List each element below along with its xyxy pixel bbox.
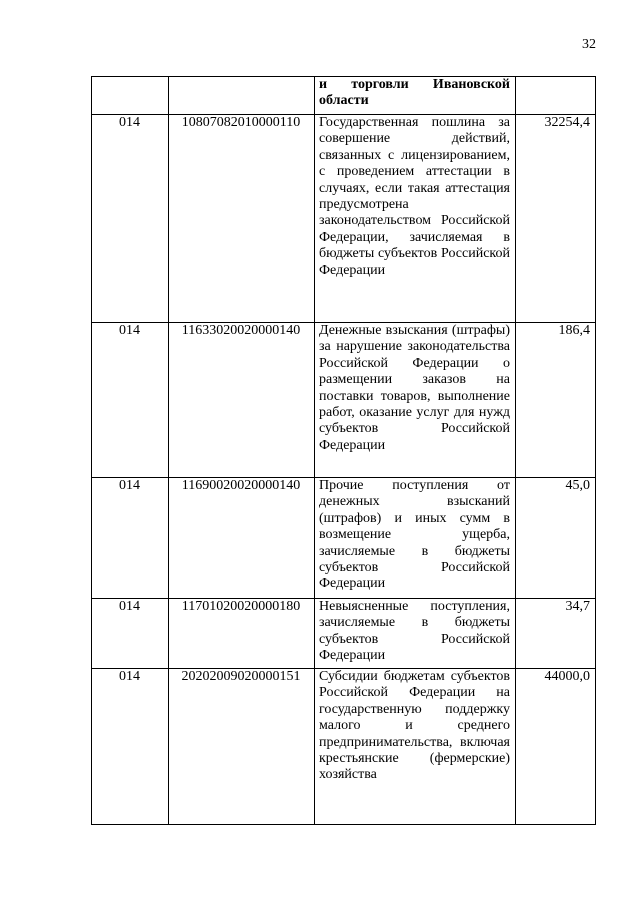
admin-code-cell <box>92 77 169 115</box>
table-row <box>92 669 596 825</box>
table-row <box>92 323 596 478</box>
admin-code-cell: 014 <box>92 669 169 825</box>
table-row <box>92 77 596 115</box>
kbk-code-cell: 10807082010000110 <box>169 115 315 323</box>
revenue-name-cell: и торговли Ивановской области <box>315 77 516 115</box>
revenue-name-cell: Денежные взыскания (штрафы) за нарушение законодательства Российской Федерации о размещении заказов на поставки товаров, выполнение работ, оказание услуг для нужд субъектов Российской Федерации <box>315 323 516 478</box>
admin-code-cell: 014 <box>92 599 169 669</box>
admin-code-cell: 014 <box>92 323 169 478</box>
kbk-code-cell: 20202009020000151 <box>169 669 315 825</box>
table-row <box>92 115 596 323</box>
revenue-name-cell: Прочие поступления от денежных взысканий (штрафов) и иных сумм в возмещение ущерба, зачисляемые в бюджеты субъектов Российской Федерации <box>315 478 516 599</box>
admin-code-cell: 014 <box>92 478 169 599</box>
kbk-code-cell <box>169 77 315 115</box>
admin-code-cell: 014 <box>92 115 169 323</box>
revenue-name-cell: Государственная пошлина за совершение действий, связанных с лицензированием, с проведением аттестации в случаях, если такая аттестация предусмотрена законодательством Российской Федерации, зачисляемая в бюджеты субъектов Российской Федерации <box>315 115 516 323</box>
amount-cell: 34,7 <box>516 599 596 669</box>
revenue-table <box>91 76 596 825</box>
table-row <box>92 599 596 669</box>
kbk-code-cell: 11690020020000140 <box>169 478 315 599</box>
amount-cell: 45,0 <box>516 478 596 599</box>
amount-cell: 186,4 <box>516 323 596 478</box>
amount-cell: 32254,4 <box>516 115 596 323</box>
revenue-name-cell: Невыясненные поступления, зачисляемые в бюджеты субъектов Российской Федерации <box>315 599 516 669</box>
table-row <box>92 478 596 599</box>
kbk-code-cell: 11633020020000140 <box>169 323 315 478</box>
kbk-code-cell: 11701020020000180 <box>169 599 315 669</box>
amount-cell <box>516 77 596 115</box>
revenue-name-cell: Субсидии бюджетам субъектов Российской Федерации на государственную поддержку малого и среднего предпринимательства, включая крестьянские (фермерские) хозяйства <box>315 669 516 825</box>
page-number: 32 <box>582 37 596 52</box>
amount-cell: 44000,0 <box>516 669 596 825</box>
